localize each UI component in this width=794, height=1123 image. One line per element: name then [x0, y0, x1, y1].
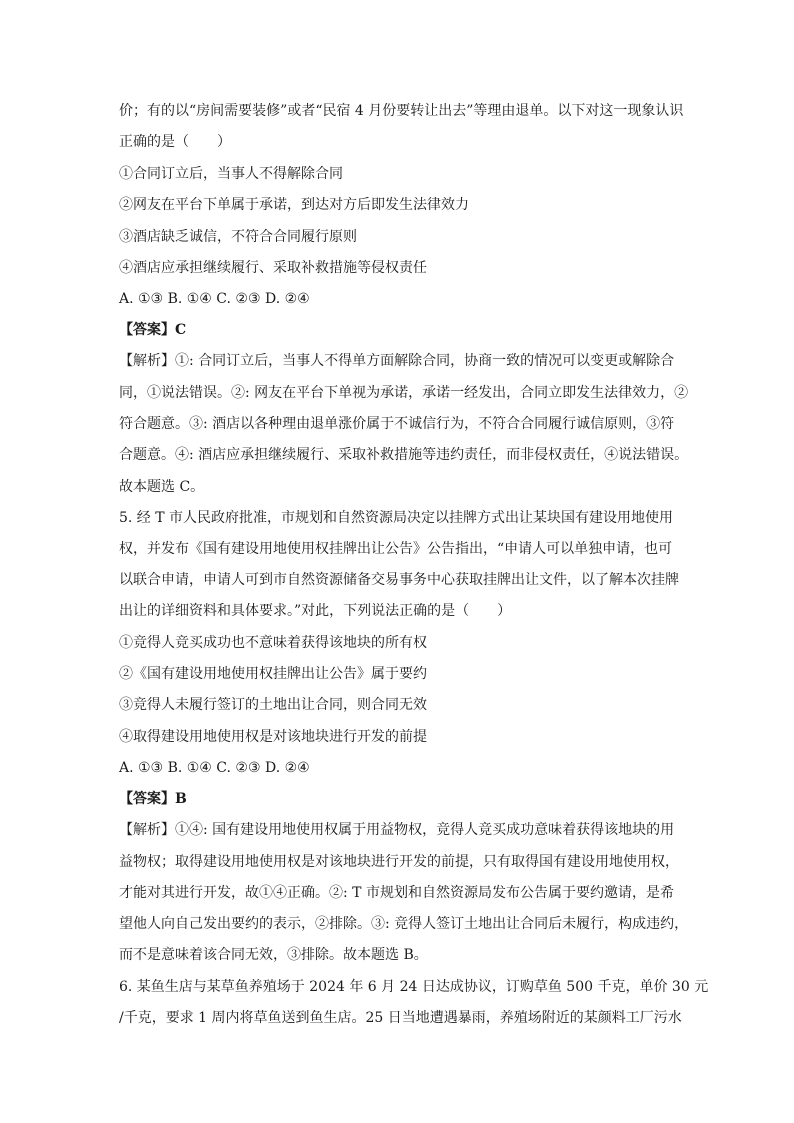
question-5-stem-line-1: 5. 经 T 市人民政府批准，市规划和自然资源局决定以挂牌方式出让某块国有建设用地使用 — [119, 510, 674, 526]
question-5-answer: 【答案】B — [119, 791, 187, 807]
question-4-stem-continued: 价；有的以“房间需要装修”或者“民宿 4 月份要转让出去”等理由退单。以下对这一现象认识 — [119, 103, 684, 119]
question-5-options: A. ①③ B. ①④ C. ②③ D. ②④ — [119, 760, 310, 776]
question-4-analysis-line-1: 【解析】①: 合同订立后，当事人不得单方面解除合同，协商一致的情况可以变更或解除合 — [119, 353, 675, 369]
question-4-statement-4: ④酒店应承担继续履行、采取补救措施等侵权责任 — [119, 260, 427, 276]
question-6-stem-line-1: 6. 某鱼生店与某草鱼养殖场于 2024 年 6 月 24 日达成协议，订购草鱼 500 千克，单价 30 元 — [119, 979, 709, 995]
question-5-analysis-line-3: 才能对其进行开发，故①④正确。②: T 市规划和自然资源局发布公告属于要约邀请，是希 — [119, 885, 674, 901]
question-5-analysis-line-2: 益物权；取得建设用地使用权是对该地块进行开发的前提，只有取得国有建设用地使用权， — [119, 854, 679, 870]
question-5-analysis-line-1: 【解析】①④: 国有建设用地使用权属于用益物权，竞得人竞买成功意味着获得该地块的用 — [119, 822, 675, 838]
question-4-statement-1: ①合同订立后，当事人不得解除合同 — [119, 166, 343, 182]
question-4-statement-2: ②网友在平台下单属于承诺，到达对方后即发生法律效力 — [119, 197, 469, 213]
question-5-statement-3: ③竞得人未履行签订的土地出让合同，则合同无效 — [119, 697, 427, 713]
question-4-analysis-line-3: 符合题意。③: 酒店以各种理由退单涨价属于不诚信行为，不符合合同履行诚信原则，③符 — [119, 416, 675, 432]
question-5-statement-4: ④取得建设用地使用权是对该地块进行开发的前提 — [119, 729, 427, 745]
question-6-stem-line-2: /千克，要求 1 周内将草鱼送到鱼生店。25 日当地遭遇暴雨，养殖场附近的某颜料工厂污水 — [119, 1010, 682, 1026]
question-5-stem-line-3: 以联合申请，申请人可到市自然资源储备交易事务中心获取挂牌出让文件，以了解本次挂牌 — [119, 572, 679, 588]
question-5-stem-line-4: 出让的详细资料和具体要求。”对此，下列说法正确的是（ ） — [119, 603, 512, 619]
question-4-options: A. ①③ B. ①④ C. ②③ D. ②④ — [119, 291, 310, 307]
question-5-analysis-line-5: 而不是意味着该合同无效，③排除。故本题选 B。 — [119, 947, 428, 963]
question-4-statement-3: ③酒店缺乏诚信，不符合合同履行原则 — [119, 229, 357, 245]
question-4-answer: 【答案】C — [119, 322, 187, 338]
question-4-analysis-line-2: 同，①说法错误。②: 网友在平台下单视为承诺，承诺一经发出，合同立即发生法律效力，② — [119, 385, 689, 401]
question-5-statement-2: ②《国有建设用地使用权挂牌出让公告》属于要约 — [119, 666, 427, 682]
question-5-analysis-line-4: 望他人向自己发出要约的表示，②排除。③: 竞得人签订土地出让合同后未履行，构成违约， — [119, 916, 689, 932]
question-5-stem-line-2: 权，并发布《国有建设用地使用权挂牌出让公告》公告指出，“申请人可以单独申请，也可 — [119, 541, 673, 557]
question-4-prompt: 正确的是（ ） — [119, 134, 231, 150]
question-4-analysis-line-5: 故本题选 C。 — [119, 479, 205, 495]
question-4-analysis-line-4: 合题意。④: 酒店应承担继续履行、采取补救措施等违约责任，而非侵权责任，④说法错误。 — [119, 447, 689, 463]
question-5-statement-1: ①竞得人竞买成功也不意味着获得该地块的所有权 — [119, 635, 427, 651]
